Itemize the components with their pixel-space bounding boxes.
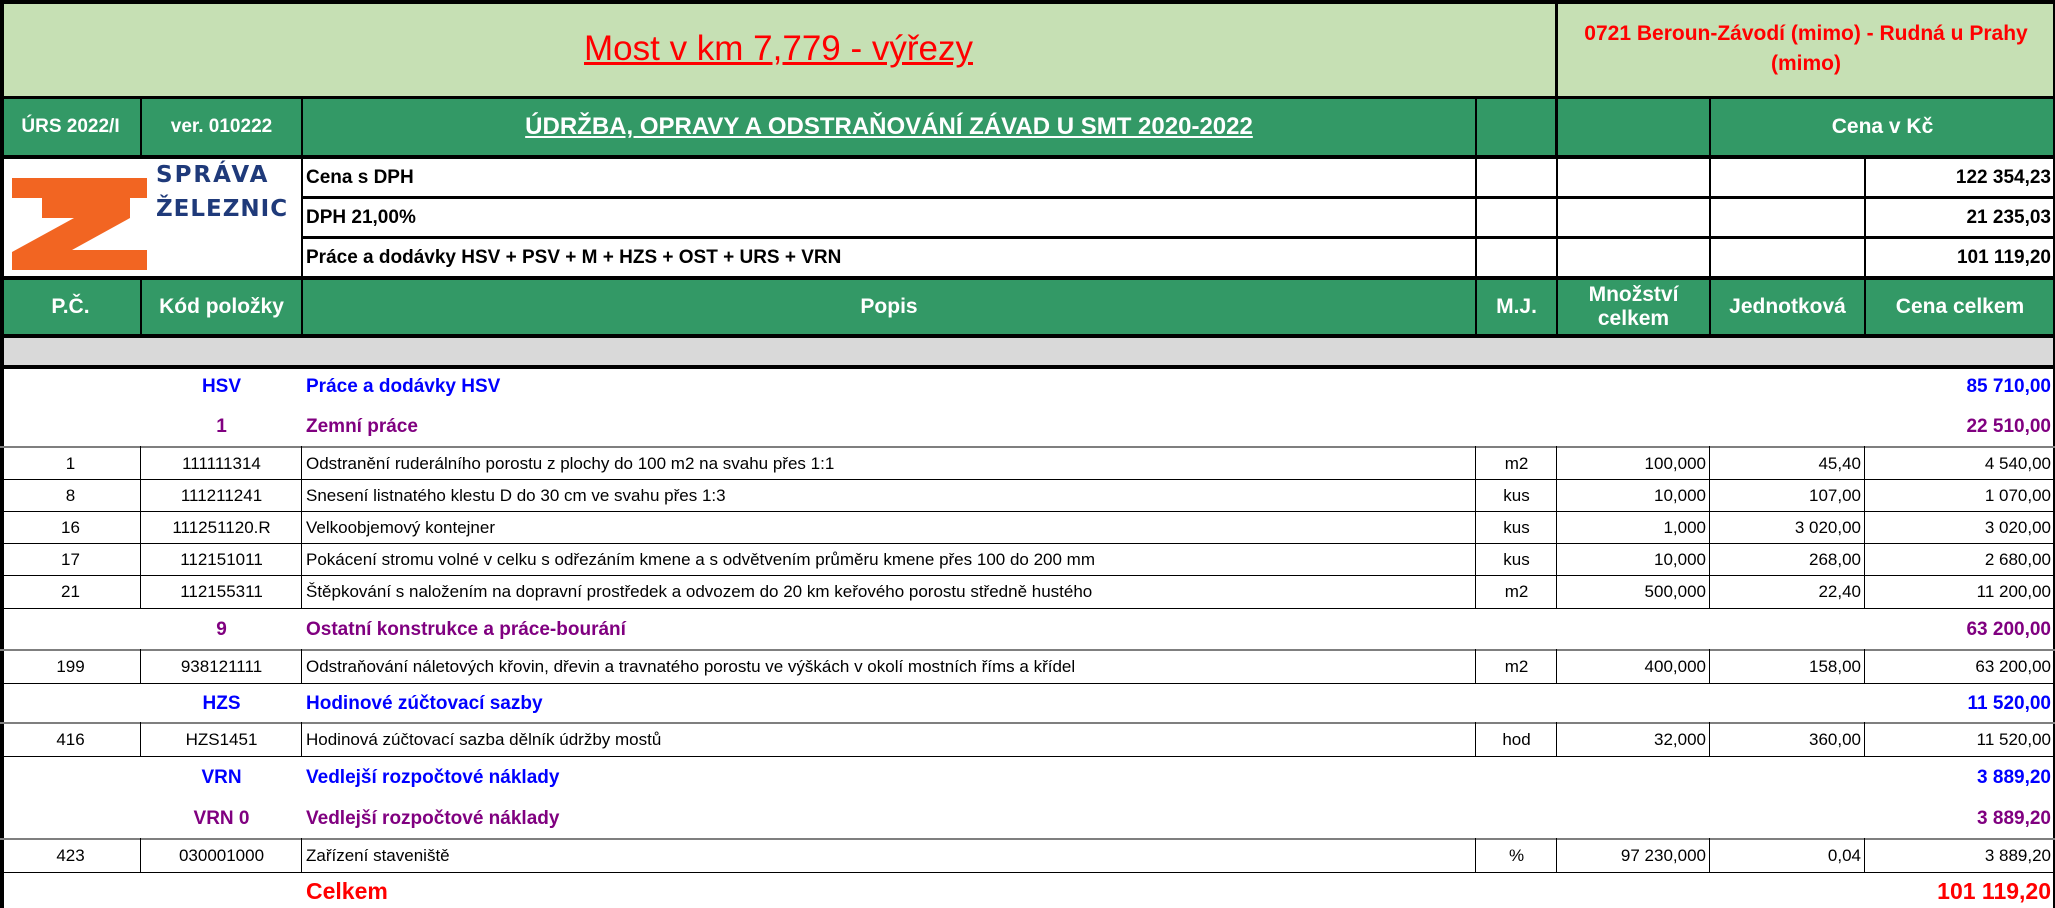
section-label: Ostatní konstrukce a práce-bourání xyxy=(306,619,626,640)
cell-unit-price: 0,04 xyxy=(1827,846,1861,865)
route-label: 0721 Beroun-Závodí (mimo) - Rudná u Prahy (mimo) xyxy=(1584,22,2028,75)
divider xyxy=(0,872,2055,873)
cell-code: 111251120.R xyxy=(172,518,271,537)
summary-label: Cena s DPH xyxy=(306,167,414,188)
logo-line-2: ŽELEZNIC xyxy=(156,196,289,222)
divider xyxy=(140,722,141,757)
section-total: 3 889,20 xyxy=(1977,808,2051,829)
project-title: ÚDRŽBA, OPRAVY A ODSTRAŇOVÁNÍ ZÁVAD U SMT 2020-2022 xyxy=(525,113,1253,140)
cell-code: 111211241 xyxy=(180,486,263,505)
divider xyxy=(140,98,142,156)
cell-code: 112155311 xyxy=(180,582,263,601)
section-total: 85 710,00 xyxy=(1966,376,2051,397)
section-total: 11 520,00 xyxy=(1967,693,2051,714)
col-header-desc: Popis xyxy=(860,295,918,318)
divider xyxy=(0,756,2055,757)
cell-total: 3 020,00 xyxy=(1984,518,2051,537)
divider xyxy=(301,838,302,873)
section-total: 22 510,00 xyxy=(1966,416,2051,437)
cell-pc: 21 xyxy=(61,582,80,601)
divider xyxy=(1475,649,1476,684)
cell-total: 11 520,00 xyxy=(1976,730,2051,749)
divider xyxy=(1864,156,1866,336)
divider xyxy=(0,276,2055,280)
cell-unit: kus xyxy=(1503,486,1530,505)
cell-qty: 10,000 xyxy=(1654,486,1706,505)
cell-desc: Zařízení staveniště xyxy=(306,846,450,865)
divider xyxy=(1709,838,1710,873)
cell-total: 4 540,00 xyxy=(1984,454,2051,473)
cell-unit-price: 45,40 xyxy=(1818,454,1861,473)
divider xyxy=(1709,446,1710,609)
cell-unit: hod xyxy=(1502,730,1531,749)
border xyxy=(0,0,2055,4)
divider xyxy=(1475,446,1476,609)
cell-unit-price: 360,00 xyxy=(1809,730,1861,749)
col-header-pc: P.Č. xyxy=(51,295,90,318)
cell-unit-price: 107,00 xyxy=(1809,486,1861,505)
table-row xyxy=(0,448,2055,480)
divider xyxy=(1475,98,1477,336)
divider xyxy=(1556,446,1557,609)
col-header-total: Cena celkem xyxy=(1895,295,2025,318)
cell-total: 3 889,20 xyxy=(1984,846,2051,865)
divider xyxy=(0,683,2055,684)
table-row xyxy=(0,544,2055,576)
cell-unit: m2 xyxy=(1504,454,1529,473)
cell-desc: Pokácení stromu volné v celku s odřezáním kmene a s odvětvením průměru kmene přes 100 do 200 mm xyxy=(306,550,1095,569)
divider xyxy=(0,608,2055,609)
cell-desc: Štěpkování s naložením na dopravní prostředek a odvozem do 20 km keřového porostu středně hustého xyxy=(306,582,1093,601)
cell-unit: kus xyxy=(1503,518,1530,537)
cell-unit: % xyxy=(1508,846,1525,865)
cell-qty: 97 230,000 xyxy=(1620,846,1706,865)
divider xyxy=(140,838,141,873)
price-header: Cena v Kč xyxy=(1831,115,1934,138)
section-label: Hodinové zúčtovací sazby xyxy=(306,693,543,714)
cell-total: 63 200,00 xyxy=(1975,657,2051,676)
cell-qty: 10,000 xyxy=(1654,550,1706,569)
cell-pc: 17 xyxy=(61,550,80,569)
section-label: Vedlejší rozpočtové náklady xyxy=(306,767,560,788)
divider xyxy=(1556,156,1558,336)
section-label: Zemní práce xyxy=(306,416,418,437)
cell-unit: m2 xyxy=(1504,657,1529,676)
divider xyxy=(1709,722,1710,757)
divider xyxy=(301,722,302,757)
cell-pc: 416 xyxy=(56,730,85,749)
section-label: Práce a dodávky HSV xyxy=(306,376,501,397)
divider xyxy=(0,446,2055,448)
cell-code: HZS1451 xyxy=(185,730,258,749)
table-row xyxy=(0,651,2055,683)
summary-label: Práce a dodávky HSV + PSV + M + HZS + OST + URS + VRN xyxy=(306,247,842,268)
divider xyxy=(1555,0,1558,156)
divider xyxy=(1556,722,1557,757)
cell-unit-price: 22,40 xyxy=(1818,582,1861,601)
cell-desc: Hodinová zúčtovací sazba dělník údržby mostů xyxy=(306,730,662,749)
cell-pc: 423 xyxy=(56,846,85,865)
grand-total-value: 101 119,20 xyxy=(1937,877,2051,904)
cell-pc: 16 xyxy=(61,518,80,537)
table-row xyxy=(0,724,2055,756)
divider xyxy=(0,155,2055,159)
col-header-unit-price: Jednotková xyxy=(1729,295,1846,318)
title-banner xyxy=(0,0,1557,98)
section-code: HSV xyxy=(201,376,242,397)
divider xyxy=(0,575,2055,576)
divider xyxy=(140,278,142,336)
section-code: 9 xyxy=(216,619,227,640)
col-header-qty: Množství celkem xyxy=(1588,283,1679,330)
cell-unit-price: 268,00 xyxy=(1809,550,1861,569)
grand-total-label: Celkem xyxy=(306,877,388,904)
cell-desc: Odstraňování náletových křovin, dřevin a travnatého porostu ve výškách v okolí mostních říms a křídel xyxy=(306,657,1076,676)
cell-unit: kus xyxy=(1503,550,1530,569)
divider xyxy=(1556,838,1557,873)
divider xyxy=(140,446,141,609)
cell-unit-price: 158,00 xyxy=(1809,657,1861,676)
summary-value: 101 119,20 xyxy=(1956,247,2051,268)
cell-desc: Velkoobjemový kontejner xyxy=(306,518,496,537)
cell-code: 111111314 xyxy=(182,454,261,473)
route-banner xyxy=(1557,0,2055,98)
divider xyxy=(1556,649,1557,684)
cell-pc: 199 xyxy=(56,657,85,676)
section-code: VRN xyxy=(201,767,242,788)
logo xyxy=(8,162,300,274)
divider xyxy=(1864,722,1865,757)
cell-qty: 400,000 xyxy=(1644,657,1706,676)
summary-value: 122 354,23 xyxy=(1955,167,2051,188)
summary-label: DPH 21,00% xyxy=(306,207,416,228)
col-header-unit: M.J. xyxy=(1496,295,1537,318)
cell-total: 2 680,00 xyxy=(1984,550,2051,569)
divider xyxy=(301,446,302,609)
sz-logo-icon xyxy=(12,166,147,276)
divider xyxy=(1864,446,1865,609)
divider xyxy=(1475,838,1476,873)
cell-total: 1 070,00 xyxy=(1984,486,2051,505)
divider xyxy=(0,543,2055,544)
divider xyxy=(0,838,2055,840)
cell-unit-price: 3 020,00 xyxy=(1794,518,1861,537)
table-row xyxy=(0,480,2055,512)
divider xyxy=(0,511,2055,512)
spacer-row xyxy=(0,336,2055,366)
section-code: HZS xyxy=(202,693,241,714)
cell-pc: 1 xyxy=(65,454,76,473)
cell-code: 030001000 xyxy=(178,846,265,865)
divider xyxy=(0,365,2055,369)
cell-code: 112151011 xyxy=(180,550,263,569)
divider xyxy=(302,196,2055,199)
version-label: ver. 010222 xyxy=(170,116,273,137)
cell-desc: Odstranění ruderálního porostu z plochy do 100 m2 na svahu přes 1:1 xyxy=(306,454,835,473)
section-code: 1 xyxy=(216,416,227,437)
divider xyxy=(301,649,302,684)
section-label: Vedlejší rozpočtové náklady xyxy=(306,808,560,829)
cell-qty: 1,000 xyxy=(1663,518,1706,537)
divider xyxy=(301,98,303,336)
section-total: 3 889,20 xyxy=(1977,767,2051,788)
cell-unit: m2 xyxy=(1504,582,1529,601)
logo-line-1: SPRÁVA xyxy=(156,162,270,188)
cell-code: 938121111 xyxy=(180,657,263,676)
cell-desc: Snesení listnatého klestu D do 30 cm ve svahu přes 1:3 xyxy=(306,486,726,505)
divider xyxy=(0,96,2055,99)
divider xyxy=(140,649,141,684)
urs-label: ÚRS 2022/I xyxy=(21,116,120,137)
divider xyxy=(0,334,2055,338)
divider xyxy=(302,236,2055,239)
divider xyxy=(0,479,2055,480)
page-title: Most v km 7,779 - výřezy xyxy=(584,29,973,68)
divider xyxy=(1475,722,1476,757)
section-total: 63 200,00 xyxy=(1966,619,2051,640)
divider xyxy=(1864,838,1865,873)
divider xyxy=(1864,649,1865,684)
summary-value: 21 235,03 xyxy=(1966,207,2051,228)
border xyxy=(0,0,4,908)
section-code: VRN 0 xyxy=(193,808,250,829)
col-header-code: Kód položky xyxy=(159,295,284,318)
cell-pc: 8 xyxy=(65,486,76,505)
divider xyxy=(0,722,2055,724)
divider xyxy=(1709,98,1711,336)
table-row xyxy=(0,840,2055,872)
table-row xyxy=(0,576,2055,608)
divider xyxy=(1709,649,1710,684)
cell-qty: 32,000 xyxy=(1654,730,1706,749)
divider xyxy=(0,649,2055,651)
cell-total: 11 200,00 xyxy=(1976,582,2051,601)
table-row xyxy=(0,512,2055,544)
cell-qty: 500,000 xyxy=(1644,582,1706,601)
cell-qty: 100,000 xyxy=(1644,454,1706,473)
